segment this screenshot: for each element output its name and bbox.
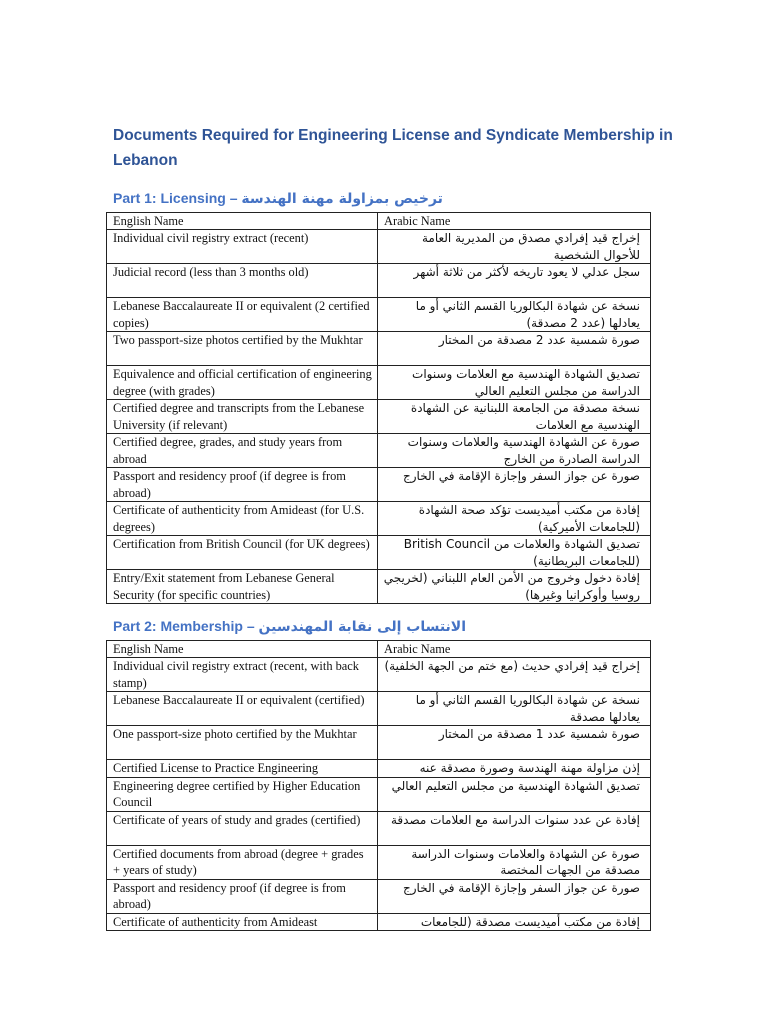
- table-row: [107, 811, 651, 845]
- english-name-cell: Lebanese Baccalaureate II or equivalent (2 certified copies): [107, 298, 378, 332]
- table-row: [107, 570, 651, 604]
- table-row: [107, 777, 651, 811]
- table-row: [107, 298, 651, 332]
- section-heading-en: Part 1: Licensing –: [113, 190, 242, 206]
- table-row: [107, 692, 651, 726]
- english-name-cell: Individual civil registry extract (recent): [107, 230, 378, 264]
- arabic-name-cell: نسخة عن شهادة البكالوريا القسم الثاني أو ما يعادلها (عدد 2 مصدقة): [378, 298, 651, 332]
- english-name-cell: Certificate of authenticity from Amideast (for U.S. degrees): [107, 502, 378, 536]
- arabic-name-cell: صورة شمسية عدد 1 مصدقة من المختار: [378, 726, 651, 760]
- arabic-name-cell: تصديق الشهادة الهندسية من مجلس التعليم العالي: [378, 777, 651, 811]
- licensing-table: [106, 212, 651, 604]
- english-name-cell: Individual civil registry extract (recent, with back stamp): [107, 658, 378, 692]
- arabic-name-cell: تصديق الشهادة والعلامات من British Council (للجامعات البريطانية): [378, 536, 651, 570]
- arabic-name-cell: إخراج قيد إفرادي مصدق من المديرية العامة للأحوال الشخصية: [378, 230, 651, 264]
- table-row: [107, 264, 651, 298]
- english-name-cell: Entry/Exit statement from Lebanese General Security (for specific countries): [107, 570, 378, 604]
- table-row: [107, 658, 651, 692]
- section-heading-ar: الانتساب إلى نقابة المهندسين: [258, 619, 467, 635]
- english-name-cell: Certified degree, grades, and study years from abroad: [107, 434, 378, 468]
- english-name-cell: Certified degree and transcripts from the Lebanese University (if relevant): [107, 400, 378, 434]
- table-row: [107, 230, 651, 264]
- english-name-cell: Engineering degree certified by Higher Education Council: [107, 777, 378, 811]
- arabic-name-cell: صورة عن جواز السفر وإجازة الإقامة في الخارج: [378, 468, 651, 502]
- english-name-cell: Certified License to Practice Engineering: [107, 760, 378, 777]
- column-header-arabic: Arabic Name: [378, 641, 651, 658]
- arabic-name-cell: نسخة مصدقة من الجامعة اللبنانية عن الشهادة الهندسية مع العلامات: [378, 400, 651, 434]
- english-name-cell: Certificate of authenticity from Amideast: [107, 913, 378, 930]
- english-name-cell: Certified documents from abroad (degree + grades + years of study): [107, 845, 378, 879]
- arabic-name-cell: تصديق الشهادة الهندسية مع العلامات وسنوات الدراسة من مجلس التعليم العالي: [378, 366, 651, 400]
- english-name-cell: Two passport-size photos certified by the Mukhtar: [107, 332, 378, 366]
- table-row: [107, 913, 651, 930]
- arabic-name-cell: إخراج قيد إفرادي حديث (مع ختم من الجهة الخلفية): [378, 658, 651, 692]
- arabic-name-cell: نسخة عن شهادة البكالوريا القسم الثاني أو ما يعادلها مصدقة: [378, 692, 651, 726]
- table-header-row: [107, 213, 651, 230]
- arabic-name-cell: إفادة من مكتب أميديست مصدقة (للجامعات: [378, 913, 651, 930]
- arabic-name-cell: إفادة من مكتب أميديست تؤكد صحة الشهادة (للجامعات الأميركية): [378, 502, 651, 536]
- arabic-name-cell: صورة عن جواز السفر وإجازة الإقامة في الخارج: [378, 879, 651, 913]
- table-row: [107, 434, 651, 468]
- table-row: [107, 879, 651, 913]
- column-header-arabic: Arabic Name: [378, 213, 651, 230]
- english-name-cell: Passport and residency proof (if degree is from abroad): [107, 468, 378, 502]
- table-row: [107, 468, 651, 502]
- table-row: [107, 726, 651, 760]
- table-header-row: [107, 641, 651, 658]
- table-row: [107, 845, 651, 879]
- column-header-english: English Name: [107, 641, 378, 658]
- section-heading-membership: [113, 615, 466, 638]
- english-name-cell: One passport-size photo certified by the Mukhtar: [107, 726, 378, 760]
- section-heading-ar: ترخيص بمزاولة مهنة الهندسة: [241, 191, 443, 207]
- english-name-cell: Certification from British Council (for UK degrees): [107, 536, 378, 570]
- english-name-cell: Lebanese Baccalaureate II or equivalent (certified): [107, 692, 378, 726]
- section-heading-licensing: [113, 187, 443, 210]
- column-header-english: English Name: [107, 213, 378, 230]
- arabic-name-cell: صورة عن الشهادة والعلامات وسنوات الدراسة مصدقة من الجهات المختصة: [378, 845, 651, 879]
- arabic-name-cell: إفادة عن عدد سنوات الدراسة مع العلامات مصدقة: [378, 811, 651, 845]
- arabic-name-cell: إفادة دخول وخروج من الأمن العام اللبناني (لخريجي روسيا وأوكرانيا وغيرها): [378, 570, 651, 604]
- arabic-name-cell: صورة عن الشهادة الهندسية والعلامات وسنوات الدراسة الصادرة من الخارج: [378, 434, 651, 468]
- table-row: [107, 400, 651, 434]
- membership-table: [106, 640, 651, 931]
- table-row: [107, 760, 651, 777]
- arabic-name-cell: سجل عدلي لا يعود تاريخه لأكثر من ثلاثة أشهر: [378, 264, 651, 298]
- document-title: Documents Required for Engineering License and Syndicate Membership in Lebanon: [113, 127, 673, 169]
- table-row: [107, 332, 651, 366]
- english-name-cell: Judicial record (less than 3 months old): [107, 264, 378, 298]
- english-name-cell: Certificate of years of study and grades (certified): [107, 811, 378, 845]
- arabic-name-cell: صورة شمسية عدد 2 مصدقة من المختار: [378, 332, 651, 366]
- table-row: [107, 536, 651, 570]
- english-name-cell: Equivalence and official certification of engineering degree (with grades): [107, 366, 378, 400]
- table-row: [107, 366, 651, 400]
- arabic-name-cell: إذن مزاولة مهنة الهندسة وصورة مصدقة عنه: [378, 760, 651, 777]
- section-heading-en: Part 2: Membership –: [113, 618, 259, 634]
- table-row: [107, 502, 651, 536]
- english-name-cell: Passport and residency proof (if degree is from abroad): [107, 879, 378, 913]
